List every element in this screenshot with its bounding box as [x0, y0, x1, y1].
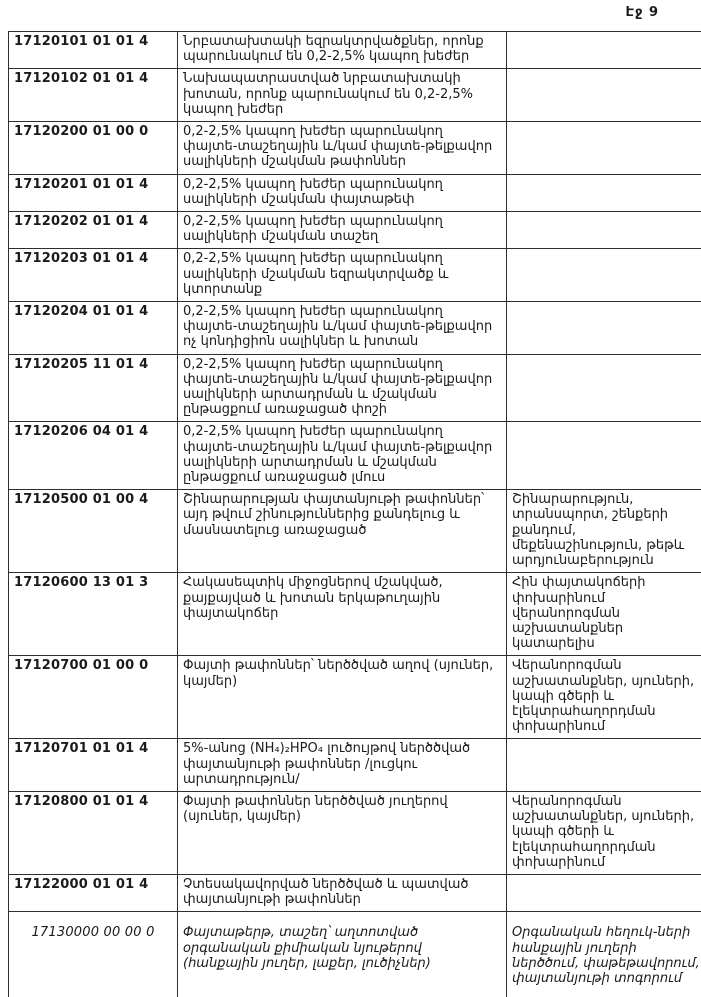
table-row: [9, 573, 701, 656]
waste-notes: [507, 69, 701, 122]
waste-code: 17120202 01 01 4: [9, 212, 178, 249]
waste-code: 17120204 01 01 4: [9, 302, 178, 355]
waste-description: 0,2-2,5% կապող խեժեր պարունակող փայտե-տաշեղային և/կամ փայտե-թելքավոր սալիկների արտադրման և մշակման ընթացքում առաջացած լմուս: [178, 422, 507, 490]
waste-notes: [507, 422, 701, 490]
waste-notes: Հին փայտակոճերի փոխարինում վերանորոգման աշխատանքներ կատարելիս: [507, 573, 701, 656]
waste-description: Հակասեպտիկ միջոցներով մշակված, քայքայված և խոտան երկաթուղային փայտակոճեր: [178, 573, 507, 656]
table-row: [9, 739, 701, 792]
table-row: [9, 302, 701, 355]
waste-notes: Շինարարություն, տրանսպորտ, շենքերի քանդում, մեքենաշինություն, թեթև արդյունաբերություն: [507, 490, 701, 573]
waste-code: 17120102 01 01 4: [9, 69, 178, 122]
waste-code: 17120701 01 01 4: [9, 739, 178, 792]
waste-code: 17120205 11 01 4: [9, 354, 178, 422]
waste-classification-table: [8, 31, 701, 997]
waste-code: 17120200 01 00 0: [9, 122, 178, 175]
waste-notes: [507, 122, 701, 175]
table-row: [9, 249, 701, 302]
table-row: [9, 912, 701, 997]
waste-description: Նախապատրաստված նրբատախտակի խոտան, որոնք պարունակում են 0,2-2,5% կապող խեժեր: [178, 69, 507, 122]
waste-code: 17130000 00 00 0: [9, 912, 178, 997]
table-row: [9, 874, 701, 911]
waste-description: Նրբատախտակի եզրակտրվածքներ, որոնք պարունակում են 0,2-2,5% կապող խեժեր: [178, 32, 507, 69]
waste-description: Փայտի թափոններ՝ ներծծված աղով (սյուներ, կայմեր): [178, 656, 507, 739]
table-row: [9, 212, 701, 249]
waste-code: 17120201 01 01 4: [9, 174, 178, 211]
table-row: [9, 69, 701, 122]
waste-code: 17120101 01 01 4: [9, 32, 178, 69]
waste-code: 17120203 01 01 4: [9, 249, 178, 302]
waste-notes: [507, 249, 701, 302]
waste-description: Շինարարության փայտանյութի թափոններ՝ այդ թվում շինություններից քանդելուց և մասնատելուց առաջացած: [178, 490, 507, 573]
table-row: [9, 422, 701, 490]
waste-code: 17120800 01 01 4: [9, 791, 178, 874]
table-row: [9, 354, 701, 422]
waste-notes: [507, 174, 701, 211]
waste-notes: [507, 302, 701, 355]
waste-code: 17122000 01 01 4: [9, 874, 178, 911]
waste-notes: [507, 354, 701, 422]
page-number: Էջ 9: [625, 5, 659, 20]
table-row: [9, 656, 701, 739]
waste-description: 0,2-2,5% կապող խեժեր պարունակող փայտե-տաշեղային և/կամ փայտե-թելքավոր սալիկների արտադրման և մշակման ընթացքում առաջացած փոշի: [178, 354, 507, 422]
waste-description: 5%-անոց (NH₄)₂HPO₄ լուծույթով ներծծված փայտանյութի թափոններ /լուցկու արտադրություն/: [178, 739, 507, 792]
waste-description: 0,2-2,5% կապող խեժեր պարունակող փայտե-տաշեղային և/կամ փայտե-թելքավոր ոչ կոնդիցիոն սալիկներ և խոտան: [178, 302, 507, 355]
waste-code: 17120600 13 01 3: [9, 573, 178, 656]
waste-notes: Օրգանական հեղուկ-ների հանքային յուղերի ներծծում, փաթեթավորում, փայտանյութի տոգորում: [507, 912, 701, 997]
waste-description: Փայտի թափոններ ներծծված յուղերով (սյուներ, կայմեր): [178, 791, 507, 874]
table-row: [9, 32, 701, 69]
waste-code: 17120206 04 01 4: [9, 422, 178, 490]
table-row: [9, 122, 701, 175]
waste-notes: Վերանորոգման աշխատանքներ, սյուների, կապի գծերի և էլեկտրահաղորդման փոխարինում: [507, 656, 701, 739]
waste-notes: [507, 212, 701, 249]
waste-notes: [507, 739, 701, 792]
waste-notes: [507, 874, 701, 911]
table-row: [9, 490, 701, 573]
waste-description: 0,2-2,5% կապող խեժեր պարունակող սալիկների մշակման տաշեղ: [178, 212, 507, 249]
waste-description: Փայտաթերթ, տաշեղ՝ աղտոտված օրգանական քիմիական նյութերով (հանքային յուղեր, լաքեր, լուծիչներ): [178, 912, 507, 997]
waste-code: 17120700 01 00 0: [9, 656, 178, 739]
waste-description: 0,2-2,5% կապող խեժեր պարունակող սալիկների մշակման եզրակտրվածք և կտորտանք: [178, 249, 507, 302]
waste-notes: Վերանորոգման աշխատանքներ, սյուների, կապի գծերի և էլեկտրահաղորդման փոխարինում: [507, 791, 701, 874]
table-row: [9, 174, 701, 211]
waste-description: Չտեսակավորված ներծծված և պատված փայտանյութի թափոններ: [178, 874, 507, 911]
table-row: [9, 791, 701, 874]
waste-code: 17120500 01 00 4: [9, 490, 178, 573]
waste-description: 0,2-2,5% կապող խեժեր պարունակող փայտե-տաշեղային և/կամ փայտե-թելքավոր սալիկների մշակման թափոններ: [178, 122, 507, 175]
waste-notes: [507, 32, 701, 69]
waste-description: 0,2-2,5% կապող խեժեր պարունակող սալիկների մշակման փայտաթեփ: [178, 174, 507, 211]
